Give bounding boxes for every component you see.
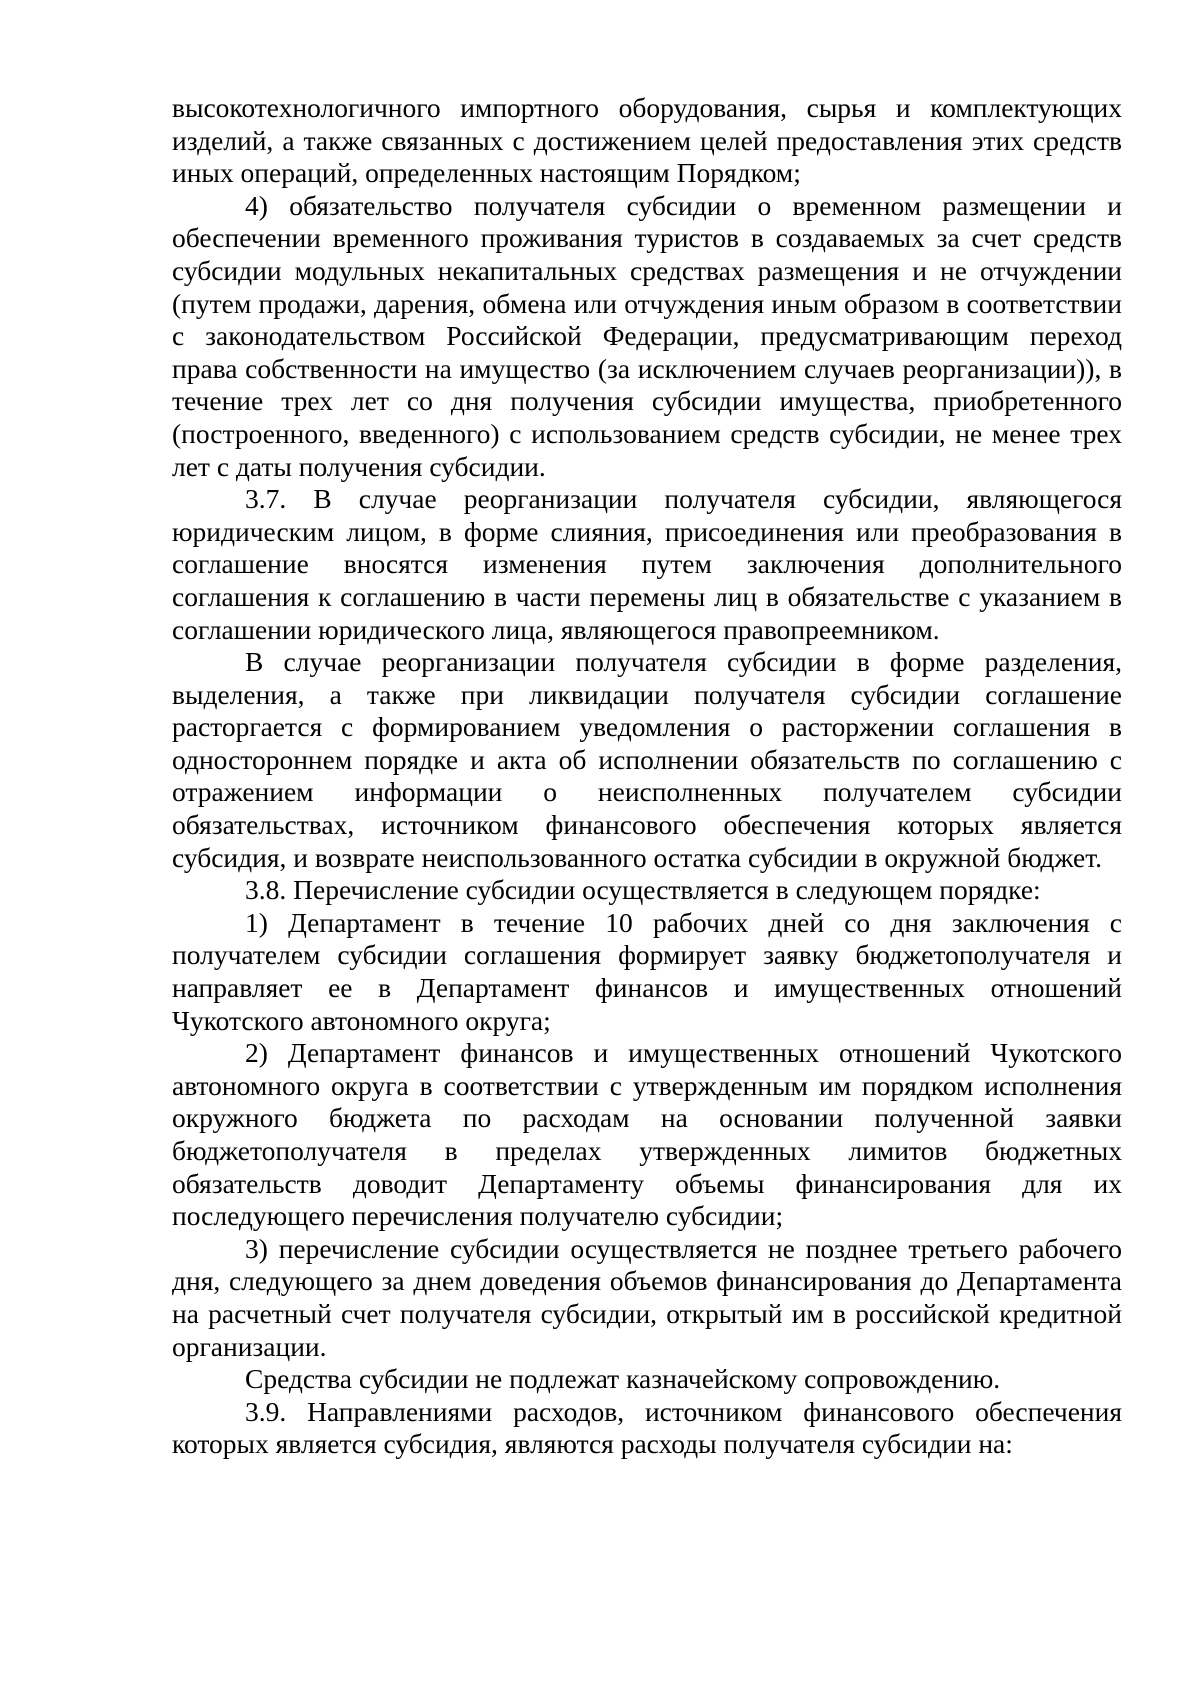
paragraph-item-3-transfer: 3) перечисление субсидии осуществляется не позднее третьего рабочего дня, следующего за днем доведения объемов финансирования до Департамента на расчетный счет получателя субсидии, открытый им в российской кредитной организации. [172, 1232, 1122, 1362]
document-page [172, 92, 1122, 1461]
paragraph-item-1-department: 1) Департамент в течение 10 рабочих дней со дня заключения с получателем субсидии соглашения формирует заявку бюджетополучателя и направляет ее в Департамент финансов и имущественных отношений Чукотского автономного округа; [172, 906, 1122, 1036]
paragraph-item-2-finance-department: 2) Департамент финансов и имущественных отношений Чукотского автономного округа в соответствии с утвержденным им порядком исполнения окружного бюджета по расходам на основании полученной заявки бюджетополучателя в пределах утвержденных лимитов бюджетных обязательств доводит Департаменту объемы финансирования для их последующего перечисления получателю субсидии; [172, 1037, 1122, 1232]
paragraph-3-7-reorganization: 3.7. В случае реорганизации получателя субсидии, являющегося юридическим лицом, в форме слияния, присоединения или преобразования в соглашение вносятся изменения путем заключения дополнительного соглашения к соглашению в части перемены лиц в обязательстве с указанием в соглашении юридического лица, являющегося правопреемником. [172, 483, 1122, 645]
paragraph-3-9-expense-directions: 3.9. Направлениями расходов, источником финансового обеспечения которых является субсидия, являются расходы получателя субсидии на: [172, 1395, 1122, 1460]
paragraph-3-8-transfer-order: 3.8. Перечисление субсидии осуществляется в следующем порядке: [245, 874, 1041, 906]
paragraph-continuation-equipment: высокотехнологичного импортного оборудования, сырья и комплектующих изделий, а также связанных с достижением целей предоставления этих средств иных операций, определенных настоящим Порядком; [172, 92, 1122, 189]
paragraph-item-4-obligation: 4) обязательство получателя субсидии о временном размещении и обеспечении временного проживания туристов в создаваемых за счет средств субсидии модульных некапитальных средствах размещения и не отчуждении (путем продажи, дарения, обмена или отчуждения иным образом в соответствии с законодательством Российской Федерации, предусматривающим переход права собственности на имущество (за исключением случаев реорганизации)), в течение трех лет со дня получения субсидии имущества, приобретенного (построенного, введенного) с использованием средств субсидии, не менее трех лет с даты получения субсидии. [172, 189, 1122, 482]
paragraph-treasury-support: Средства субсидии не подлежат казначейскому сопровождению. [245, 1363, 1001, 1395]
paragraph-reorganization-separation: В случае реорганизации получателя субсидии в форме разделения, выделения, а также при ликвидации получателя субсидии соглашение расторгается с формированием уведомления о расторжении соглашения в одностороннем порядке и акта об исполнении обязательств по соглашению с отражением информации о неисполненных получателем субсидии обязательствах, источником финансового обеспечения которых является субсидия, и возврате неиспользованного остатка субсидии в окружной бюджет. [172, 646, 1122, 873]
